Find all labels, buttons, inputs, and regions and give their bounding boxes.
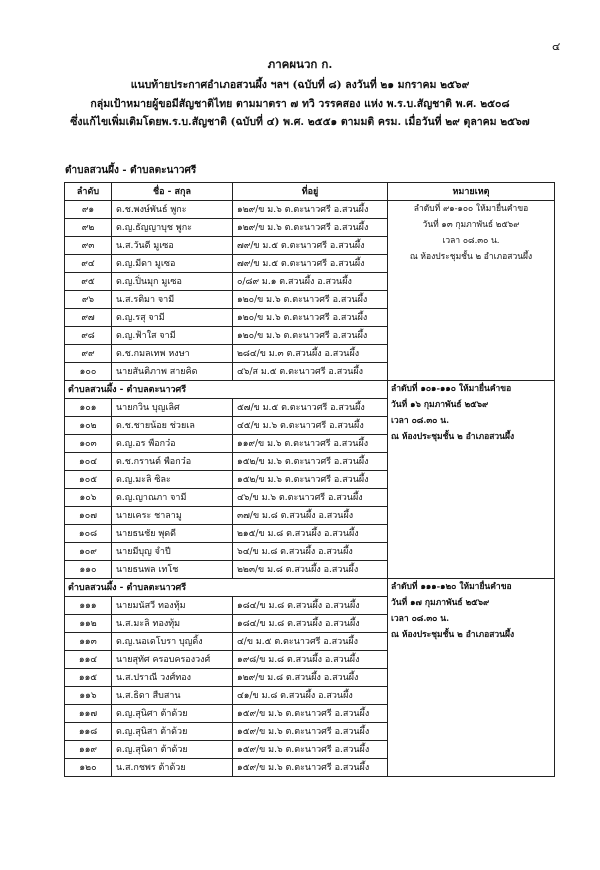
person-address: ๗๙/ข ม.๕ ต.ตะนาวศรี อ.สวนผึ้ง (233, 255, 388, 273)
note-line: ลำดับที่ ๙๑-๑๐๐ ให้มายื่นคำขอ (413, 204, 529, 214)
row-number: ๑๑๖ (65, 687, 112, 705)
row-number: ๙๔ (65, 255, 112, 273)
person-address: ๔๑/ข ม.๘ ต.สวนผึ้ง อ.สวนผึ้ง (233, 687, 388, 705)
table-row (65, 201, 555, 219)
column-header-address: ที่อยู่ (233, 183, 388, 201)
person-address: ๑๒๐/ข ม.๖ ต.ตะนาวศรี อ.สวนผึ้ง (233, 309, 388, 327)
column-header-no: ลำดับ (65, 183, 112, 201)
person-name: น.ส.วันดี มูเซอ (112, 237, 233, 255)
person-name: น.ส.มะลิ ทองทุ้ม (112, 615, 233, 633)
person-name: น.ส.ธิดา สืบสาน (112, 687, 233, 705)
person-address: ๑๕๙/ข ม.๖ ต.ตะนาวศรี อ.สวนผึ้ง (233, 705, 388, 723)
note-line: เวลา ๐๘.๓๐ น. (442, 236, 500, 246)
person-address: ๔๖/ส ม.๕ ต.ตะนาวศรี อ.สวนผึ้ง (233, 363, 388, 381)
group-note (388, 381, 555, 579)
person-name: ด.ญ.นอเดโบรา บุญดิ้ง (112, 633, 233, 651)
person-address: ๑๒๙/ข ม.๘ ต.สวนผึ้ง อ.สวนผึ้ง (233, 669, 388, 687)
person-address: ๑๘๔/ข ม.๘ ต.สวนผึ้ง อ.สวนผึ้ง (233, 615, 388, 633)
person-name: นายสันติภาพ สายคิด (112, 363, 233, 381)
row-number: ๑๐๐ (65, 363, 112, 381)
note-line: เวลา ๐๘.๓๐ น. (391, 614, 450, 624)
row-number: ๑๑๕ (65, 669, 112, 687)
group-header-row (65, 381, 555, 399)
person-address: ๑๕๙/ข ม.๖ ต.ตะนาวศรี อ.สวนผึ้ง (233, 723, 388, 741)
row-number: ๑๐๒ (65, 417, 112, 435)
group-label: ตำบลสวนผึ้ง - ตำบลตะนาวศรี (65, 381, 388, 399)
person-name: นายธนพล เทโช (112, 561, 233, 579)
person-address: ๔/ข ม.๕ ต.ตะนาวศรี อ.สวนผึ้ง (233, 633, 388, 651)
person-address: ๑๘๔/ข ม.๘ ต.สวนผึ้ง อ.สวนผึ้ง (233, 597, 388, 615)
page-number: ๔ (552, 40, 561, 53)
person-address: ๑๒๙/ข ม.๖ ต.ตะนาวศรี อ.สวนผึ้ง (233, 219, 388, 237)
note-line: วันที่ ๑๓ กุมภาพันธ์ ๒๕๖๙ (422, 220, 520, 230)
person-address: ๑๕๙/ข ม.๖ ต.ตะนาวศรี อ.สวนผึ้ง (233, 759, 388, 777)
row-number: ๑๑๘ (65, 723, 112, 741)
row-number: ๙๕ (65, 273, 112, 291)
person-address: ๔๖/ข ม.๖ ต.ตะนาวศรี อ.สวนผึ้ง (233, 489, 388, 507)
row-number: ๙๖ (65, 291, 112, 309)
note-line: วันที่ ๑๗ กุมภาพันธ์ ๒๕๖๙ (391, 598, 490, 608)
row-number: ๑๑๓ (65, 633, 112, 651)
group-note (388, 201, 555, 381)
row-number: ๙๙ (65, 345, 112, 363)
row-number: ๑๐๓ (65, 435, 112, 453)
row-number: ๑๑๐ (65, 561, 112, 579)
note-line: ณ ห้องประชุมชั้น ๒ อำเภอสวนผึ้ง (391, 630, 515, 640)
person-name: ด.ญ.มีดา มูเซอ (112, 255, 233, 273)
person-name: นายกวิน บุญเลิศ (112, 399, 233, 417)
row-number: ๙๘ (65, 327, 112, 345)
roster-table (64, 182, 555, 777)
person-name: ด.ญ.ญาณภา จามี (112, 489, 233, 507)
person-name: ด.ญ.สุนิดา ต้าด้วย (112, 741, 233, 759)
person-name: ด.ช.กรานต์ พือกว๋อ (112, 453, 233, 471)
row-number: ๑๐๕ (65, 471, 112, 489)
row-number: ๑๐๙ (65, 543, 112, 561)
row-number: ๑๑๗ (65, 705, 112, 723)
row-number: ๑๐๖ (65, 489, 112, 507)
row-number: ๑๐๘ (65, 525, 112, 543)
group-label: ตำบลสวนผึ้ง - ตำบลตะนาวศรี (65, 579, 388, 597)
person-name: นายมนัสวี ทองทุ้ม (112, 597, 233, 615)
person-name: น.ส.ปราณี วงศ์ทอง (112, 669, 233, 687)
row-number: ๑๒๐ (65, 759, 112, 777)
person-address: ๑๕๒/ข ม.๖ ต.ตะนาวศรี อ.สวนผึ้ง (233, 453, 388, 471)
target-group-title: กลุ่มเป้าหมายผู้ขอมีสัญชาติไทย ตามมาตรา ๗ ทวิ วรรคสอง แห่ง พ.ร.บ.สัญชาติ พ.ศ. ๒๕๐๘ (90, 98, 510, 110)
person-name: ด.ญ.ฟ้าใส จามี (112, 327, 233, 345)
table-header-row (65, 183, 555, 201)
person-name: นายธนชัย พุดดี (112, 525, 233, 543)
person-address: ๑๒๐/ข ม.๖ ต.ตะนาวศรี อ.สวนผึ้ง (233, 327, 388, 345)
announcement-reference: แนบท้ายประกาศอำเภอสวนผึ้ง ฯลฯ (ฉบับที่ ๘) ลงวันที่ ๒๑ มกราคม ๒๕๖๙ (130, 79, 470, 91)
person-address: ๒๒๓/ข ม.๘ ต.สวนผึ้ง อ.สวนผึ้ง (233, 561, 388, 579)
note-line: ณ ห้องประชุมชั้น ๒ อำเภอสวนผึ้ง (409, 252, 533, 262)
person-address: ๒๑๕/ข ม.๘ ต.สวนผึ้ง อ.สวนผึ้ง (233, 525, 388, 543)
person-name: นายเคระ ชาลามู (112, 507, 233, 525)
person-address: ๒๘๔/ข ม.๓ ต.สวนผึ้ง อ.สวนผึ้ง (233, 345, 388, 363)
row-number: ๑๑๙ (65, 741, 112, 759)
row-number: ๙๗ (65, 309, 112, 327)
row-number: ๑๐๔ (65, 453, 112, 471)
person-address: ๑๕๙/ข ม.๖ ต.ตะนาวศรี อ.สวนผึ้ง (233, 741, 388, 759)
group-note (388, 579, 555, 777)
person-address: ๐/๘๙ ม.๑ ต.สวนผึ้ง อ.สวนผึ้ง (233, 273, 388, 291)
note-line: ลำดับที่ ๑๐๑-๑๑๐ ให้มายื่นคำขอ (391, 384, 512, 394)
person-name: ด.ญ.ปิ่นมุก มูเซอ (112, 273, 233, 291)
person-name: ด.ช.ชายน้อย ช่วยเล (112, 417, 233, 435)
person-address: ๑๒๙/ข ม.๖ ต.ตะนาวศรี อ.สวนผึ้ง (233, 201, 388, 219)
person-name: นายมีบุญ จำปี (112, 543, 233, 561)
section-label: ตำบลสวนผึ้ง - ตำบลตะนาวศรี (65, 165, 197, 176)
person-name: ด.ญ.อร พือกว๋อ (112, 435, 233, 453)
person-name: ด.ญ.ธัญญาบุช พูกะ (112, 219, 233, 237)
person-address: ๑๑๙/ข ม.๖ ต.ตะนาวศรี อ.สวนผึ้ง (233, 435, 388, 453)
person-name: ด.ญ.สุนิศา ต้าด้วย (112, 705, 233, 723)
person-address: ๓๗/ข ม.๘ ต.สวนผึ้ง อ.สวนผึ้ง (233, 507, 388, 525)
person-address: ๖๔/ข ม.๘ ต.สวนผึ้ง อ.สวนผึ้ง (233, 543, 388, 561)
note-line: เวลา ๐๘.๓๐ น. (391, 416, 450, 426)
note-line: ลำดับที่ ๑๑๑-๑๒๐ ให้มายื่นคำขอ (391, 582, 512, 592)
person-name: นายสุทัศ ครอบครองวงศ์ (112, 651, 233, 669)
row-number: ๑๐๑ (65, 399, 112, 417)
person-address: ๗๙/ข ม.๕ ต.ตะนาวศรี อ.สวนผึ้ง (233, 237, 388, 255)
person-address: ๑๒๐/ข ม.๖ ต.ตะนาวศรี อ.สวนผึ้ง (233, 291, 388, 309)
person-name: น.ส.รติมา จามี (112, 291, 233, 309)
row-number: ๑๑๒ (65, 615, 112, 633)
person-address: ๔๕/ข ม.๖ ต.ตะนาวศรี อ.สวนผึ้ง (233, 417, 388, 435)
note-line: ณ ห้องประชุมชั้น ๒ อำเภอสวนผึ้ง (391, 432, 515, 442)
person-name: ด.ญ.มะลิ ซิละ (112, 471, 233, 489)
group-header-row (65, 579, 555, 597)
appendix-title: ภาคผนวก ก. (267, 57, 333, 71)
person-address: ๕๗/ข ม.๕ ต.ตะนาวศรี อ.สวนผึ้ง (233, 399, 388, 417)
column-header-note: หมายเหตุ (388, 183, 555, 201)
note-line: วันที่ ๑๖ กุมภาพันธ์ ๒๕๖๙ (391, 400, 489, 410)
row-number: ๙๑ (65, 201, 112, 219)
person-name: น.ส.กชพร ต้าด้วย (112, 759, 233, 777)
roster-body (65, 201, 555, 777)
row-number: ๙๓ (65, 237, 112, 255)
person-name: ด.ญ.รสุ จามี (112, 309, 233, 327)
row-number: ๑๐๗ (65, 507, 112, 525)
row-number: ๙๒ (65, 219, 112, 237)
row-number: ๑๑๔ (65, 651, 112, 669)
person-name: ด.ช.กมลเทพ หงษา (112, 345, 233, 363)
person-name: ด.ช.พงษ์พันธ์ พูกะ (112, 201, 233, 219)
person-address: ๑๙๘/ข ม.๘ ต.สวนผึ้ง อ.สวนผึ้ง (233, 651, 388, 669)
amendment-reference: ซึ่งแก้ไขเพิ่มเติมโดยพ.ร.บ.สัญชาติ (ฉบับที่ ๔) พ.ศ. ๒๕๕๑ ตามมติ ครม. เมื่อวันที่ ๒๙ ตุลาคม ๒๕๖๗ (70, 116, 530, 128)
person-address: ๑๕๒/ข ม.๖ ต.ตะนาวศรี อ.สวนผึ้ง (233, 471, 388, 489)
row-number: ๑๑๑ (65, 597, 112, 615)
person-name: ด.ญ.สุนิสา ต้าด้วย (112, 723, 233, 741)
column-header-name: ชื่อ - สกุล (112, 183, 233, 201)
